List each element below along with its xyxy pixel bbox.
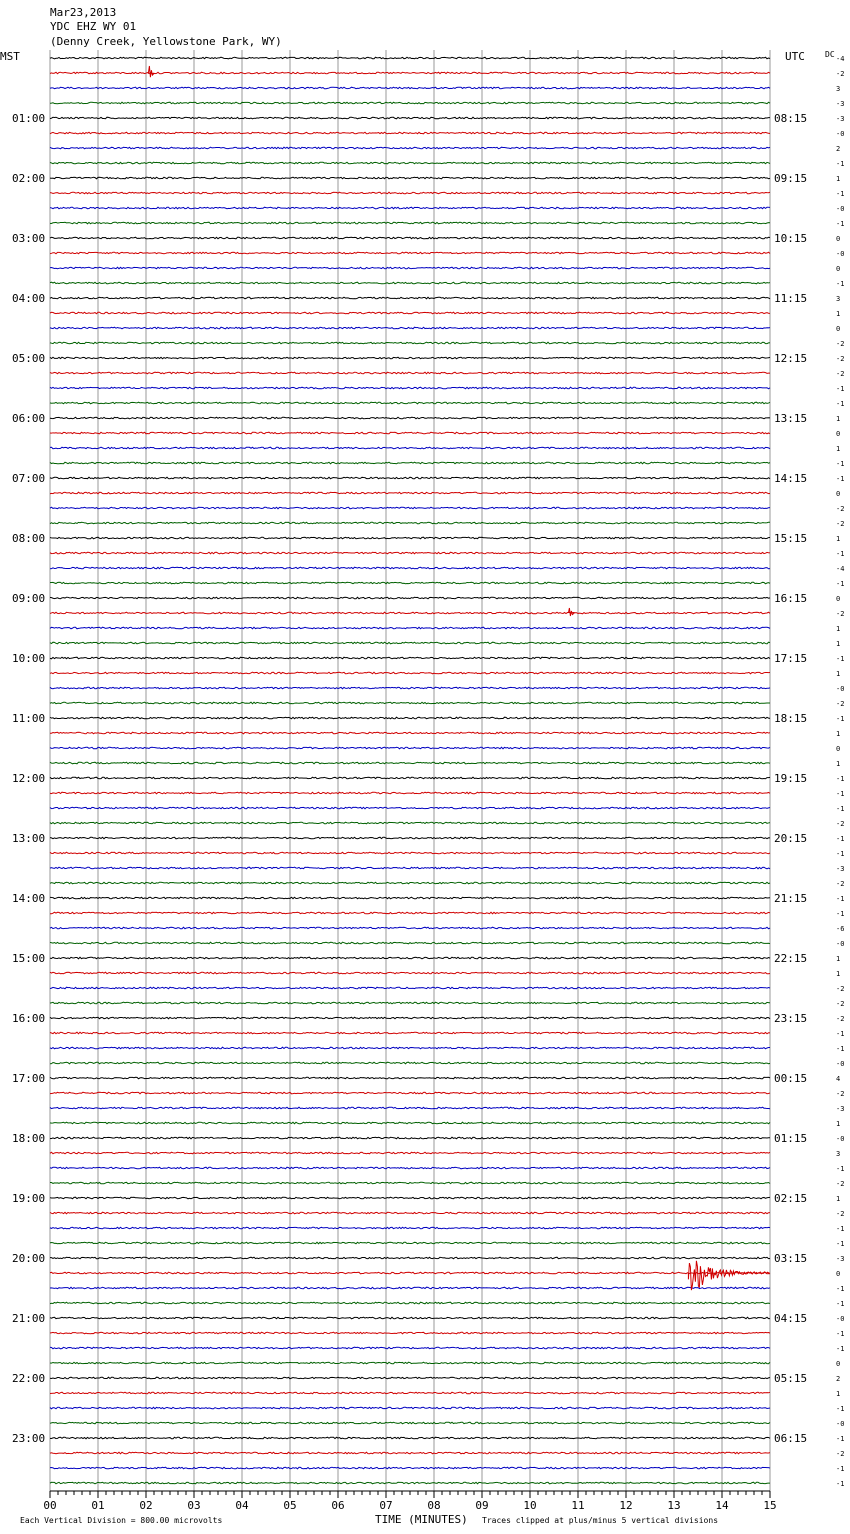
footer-division-note: Each Vertical Division = 800.00 microvolts <box>20 1516 223 1525</box>
trace-row <box>50 672 770 674</box>
dc-offset-label: -1 <box>836 400 845 408</box>
right-time-label: 14:15 <box>774 472 808 485</box>
trace-row <box>50 252 770 254</box>
right-time-label: 01:15 <box>774 1132 808 1145</box>
x-tick-label: 11 <box>571 1499 585 1512</box>
dc-offset-label: -2 <box>836 1015 845 1023</box>
x-tick-label: 14 <box>715 1499 729 1512</box>
dc-offset-label: -1 <box>836 160 845 168</box>
dc-offset-label: -1 <box>836 1345 845 1353</box>
trace-row <box>50 342 770 344</box>
left-time-label: 17:00 <box>12 1072 46 1085</box>
dc-offset-label: -0 <box>836 250 845 258</box>
trace-row <box>50 312 770 314</box>
x-tick-label: 03 <box>187 1499 201 1512</box>
trace-row <box>50 237 770 239</box>
dc-offset-label: 2 <box>836 145 841 153</box>
trace-row <box>50 87 770 89</box>
dc-offset-label: -3 <box>836 1255 845 1263</box>
dc-offset-label: 1 <box>836 1390 841 1398</box>
trace-row <box>50 387 770 389</box>
dc-offset-label: 1 <box>836 415 841 423</box>
dc-label: DC <box>825 50 835 59</box>
dc-offset-label: -1 <box>836 220 845 228</box>
dc-offset-label: -1 <box>836 1285 845 1293</box>
trace-row <box>50 492 770 494</box>
trace-row <box>50 1077 770 1079</box>
left-time-label: 01:00 <box>12 112 46 125</box>
right-time-label: 04:15 <box>774 1312 808 1325</box>
dc-offset-label: -1 <box>836 190 845 198</box>
trace-row <box>50 597 770 599</box>
header-station: YDC EHZ WY 01 <box>50 20 137 33</box>
trace-row <box>50 102 770 104</box>
trace-row <box>50 117 770 119</box>
right-time-label: 08:15 <box>774 112 808 125</box>
trace-row <box>50 267 770 269</box>
left-time-label: 21:00 <box>12 1312 46 1325</box>
dc-offset-label: 1 <box>836 670 841 678</box>
right-time-label: 13:15 <box>774 412 808 425</box>
trace-row <box>50 957 770 959</box>
trace-row <box>50 837 770 839</box>
dc-offset-label: -1 <box>836 850 845 858</box>
dc-offset-label: -2 <box>836 505 845 513</box>
dc-offset-label: 1 <box>836 970 841 978</box>
trace-row <box>50 717 770 719</box>
dc-offset-label: -0 <box>836 685 845 693</box>
dc-offset-label: 1 <box>836 1120 841 1128</box>
x-tick-label: 13 <box>667 1499 681 1512</box>
right-time-label: 19:15 <box>774 772 808 785</box>
left-time-label: 06:00 <box>12 412 46 425</box>
grid-lines <box>50 50 770 1491</box>
dc-offset-label: 1 <box>836 445 841 453</box>
trace-row <box>50 582 770 584</box>
trace-row <box>50 912 770 914</box>
trace-row <box>50 882 770 884</box>
x-tick-label: 01 <box>91 1499 105 1512</box>
trace-row <box>50 147 770 149</box>
trace-row <box>50 1257 770 1259</box>
trace-row <box>50 537 770 539</box>
right-time-label: 09:15 <box>774 172 808 185</box>
dc-offset-label: -2 <box>836 985 845 993</box>
trace-row <box>50 1017 770 1019</box>
dc-offset-label: -2 <box>836 700 845 708</box>
dc-offset-label: 1 <box>836 760 841 768</box>
dc-offset-label: 0 <box>836 235 841 243</box>
left-time-label: 18:00 <box>12 1132 46 1145</box>
dc-offset-label: -2 <box>836 1210 845 1218</box>
trace-row <box>50 1062 770 1064</box>
dc-offset-label: -0 <box>836 205 845 213</box>
trace-row <box>50 1467 770 1469</box>
left-time-label: 09:00 <box>12 592 46 605</box>
dc-offset-label: -1 <box>836 835 845 843</box>
dc-offset-label: -1 <box>836 895 845 903</box>
dc-offset-label: 1 <box>836 535 841 543</box>
dc-offset-label: -2 <box>836 880 845 888</box>
dc-offset-label: -2 <box>836 610 845 618</box>
trace-row <box>50 1002 770 1004</box>
dc-offset-label: -2 <box>836 820 845 828</box>
trace-row <box>50 357 770 359</box>
dc-offset-label: -1 <box>836 1435 845 1443</box>
right-time-label: 00:15 <box>774 1072 808 1085</box>
trace-row <box>50 432 770 434</box>
dc-offset-label: -3 <box>836 865 845 873</box>
dc-offset-label: 0 <box>836 745 841 753</box>
left-time-label: 19:00 <box>12 1192 46 1205</box>
trace-row <box>50 297 770 299</box>
left-time-label: 08:00 <box>12 532 46 545</box>
left-time-label: 23:00 <box>12 1432 46 1445</box>
left-time-label: 02:00 <box>12 172 46 185</box>
left-time-label: 07:00 <box>12 472 46 485</box>
trace-row <box>50 612 770 614</box>
trace-row <box>50 1287 770 1289</box>
dc-offset-label: 0 <box>836 1360 841 1368</box>
dc-offset-label: -1 <box>836 1480 845 1488</box>
trace-row <box>50 552 770 554</box>
footer-clip-note: Traces clipped at plus/minus 5 vertical divisions <box>482 1516 719 1525</box>
trace-row <box>50 1302 770 1304</box>
trace-row <box>50 627 770 629</box>
dc-offset-labels <box>836 55 844 1488</box>
trace-row <box>50 462 770 464</box>
trace-row <box>50 807 770 809</box>
dc-offset-label: -1 <box>836 580 845 588</box>
dc-offset-label: -2 <box>836 1450 845 1458</box>
trace-row <box>50 162 770 164</box>
dc-offset-label: -0 <box>836 1060 845 1068</box>
dc-offset-label: 3 <box>836 85 841 93</box>
dc-offset-label: -1 <box>836 1465 845 1473</box>
right-time-label: 03:15 <box>774 1252 808 1265</box>
trace-row <box>50 1317 770 1319</box>
left-time-label: 15:00 <box>12 952 46 965</box>
dc-offset-label: 1 <box>836 310 841 318</box>
right-axis-label: UTC <box>785 50 805 63</box>
dc-offset-label: 3 <box>836 295 841 303</box>
trace-row <box>50 732 770 734</box>
trace-row <box>50 702 770 704</box>
trace-row <box>50 1047 770 1049</box>
trace-row <box>50 987 770 989</box>
right-time-label: 02:15 <box>774 1192 808 1205</box>
dc-offset-label: -2 <box>836 520 845 528</box>
trace-row <box>50 942 770 944</box>
x-tick-label: 04 <box>235 1499 249 1512</box>
right-time-label: 20:15 <box>774 832 808 845</box>
dc-offset-label: 1 <box>836 1195 841 1203</box>
trace-row <box>50 1272 770 1274</box>
x-axis-title: TIME (MINUTES) <box>375 1513 468 1526</box>
trace-row <box>50 477 770 479</box>
left-time-label: 12:00 <box>12 772 46 785</box>
dc-offset-label: -2 <box>836 340 845 348</box>
trace-row <box>50 1407 770 1409</box>
trace-row <box>50 1242 770 1244</box>
dc-offset-label: 0 <box>836 325 841 333</box>
trace-row <box>50 507 770 509</box>
dc-offset-label: -2 <box>836 1090 845 1098</box>
dc-offset-label: -2 <box>836 370 845 378</box>
right-time-label: 22:15 <box>774 952 808 965</box>
dc-offset-label: -0 <box>836 130 845 138</box>
dc-offset-label: 1 <box>836 640 841 648</box>
trace-row <box>50 1422 770 1424</box>
dc-offset-label: -0 <box>836 1135 845 1143</box>
trace-row <box>50 522 770 524</box>
dc-offset-label: 0 <box>836 1270 841 1278</box>
dc-offset-label: 0 <box>836 490 841 498</box>
trace-row <box>50 777 770 779</box>
dc-offset-label: -0 <box>836 940 845 948</box>
right-time-label: 18:15 <box>774 712 808 725</box>
trace-row <box>50 1452 770 1454</box>
x-tick-label: 06 <box>331 1499 345 1512</box>
dc-offset-label: 0 <box>836 595 841 603</box>
dc-offset-label: -1 <box>836 280 845 288</box>
dc-offset-label: 3 <box>836 1150 841 1158</box>
left-time-label: 13:00 <box>12 832 46 845</box>
x-tick-label: 02 <box>139 1499 153 1512</box>
trace-row <box>50 1437 770 1439</box>
dc-offset-label: -1 <box>836 775 845 783</box>
trace-row <box>50 1227 770 1229</box>
trace-row <box>50 132 770 134</box>
x-tick-label: 10 <box>523 1499 537 1512</box>
dc-offset-label: -4 <box>836 565 845 573</box>
trace-row <box>50 927 770 929</box>
trace-row <box>50 1167 770 1169</box>
dc-offset-label: 0 <box>836 430 841 438</box>
trace-row <box>50 1137 770 1139</box>
header-date: Mar23,2013 <box>50 6 117 19</box>
dc-offset-label: -1 <box>836 805 845 813</box>
dc-offset-label: -2 <box>836 355 845 363</box>
trace-row <box>50 792 770 794</box>
trace-row <box>50 762 770 764</box>
dc-offset-label: -2 <box>836 1180 845 1188</box>
left-time-label: 04:00 <box>12 292 46 305</box>
dc-offset-label: -1 <box>836 1240 845 1248</box>
right-time-labels <box>774 112 807 1445</box>
x-tick-label: 05 <box>283 1499 297 1512</box>
dc-offset-label: -0 <box>836 1420 845 1428</box>
trace-row <box>50 1182 770 1184</box>
event-signal <box>148 66 154 77</box>
left-time-label: 05:00 <box>12 352 46 365</box>
left-time-label: 10:00 <box>12 652 46 665</box>
dc-offset-label: -1 <box>836 1225 845 1233</box>
left-time-label: 11:00 <box>12 712 46 725</box>
trace-row <box>50 897 770 899</box>
left-time-label: 22:00 <box>12 1372 46 1385</box>
trace-row <box>50 1362 770 1364</box>
dc-offset-label: -1 <box>836 1330 845 1338</box>
dc-offset-label: -1 <box>836 910 845 918</box>
trace-row <box>50 1347 770 1349</box>
trace-row <box>50 972 770 974</box>
x-tick-label: 00 <box>43 1499 57 1512</box>
right-time-label: 06:15 <box>774 1432 808 1445</box>
right-time-label: 21:15 <box>774 892 808 905</box>
trace-row <box>50 867 770 869</box>
dc-offset-label: -1 <box>836 715 845 723</box>
right-time-label: 15:15 <box>774 532 808 545</box>
trace-row <box>50 1482 770 1484</box>
trace-row <box>50 1212 770 1214</box>
dc-offset-label: 1 <box>836 955 841 963</box>
right-time-label: 17:15 <box>774 652 808 665</box>
dc-offset-label: 0 <box>836 265 841 273</box>
trace-row <box>50 1032 770 1034</box>
trace-row <box>50 642 770 644</box>
trace-row <box>50 567 770 569</box>
trace-lines <box>50 57 770 1484</box>
trace-row <box>50 657 770 659</box>
header-location: (Denny Creek, Yellowstone Park, WY) <box>50 35 282 48</box>
x-tick-label: 08 <box>427 1499 441 1512</box>
x-tick-label: 07 <box>379 1499 393 1512</box>
trace-row <box>50 1377 770 1379</box>
trace-row <box>50 1152 770 1154</box>
trace-row <box>50 1332 770 1334</box>
trace-row <box>50 207 770 209</box>
x-tick-label: 15 <box>763 1499 777 1512</box>
trace-row <box>50 1107 770 1109</box>
dc-offset-label: -1 <box>836 655 845 663</box>
dc-offset-label: -2 <box>836 1000 845 1008</box>
right-time-label: 16:15 <box>774 592 808 605</box>
trace-row <box>50 417 770 419</box>
dc-offset-label: 1 <box>836 175 841 183</box>
left-axis-label: MST <box>0 50 20 63</box>
trace-row <box>50 177 770 179</box>
x-axis <box>43 1491 776 1512</box>
dc-offset-label: -1 <box>836 550 845 558</box>
dc-offset-label: -3 <box>836 100 845 108</box>
x-tick-label: 12 <box>619 1499 633 1512</box>
trace-row <box>50 372 770 374</box>
left-time-label: 14:00 <box>12 892 46 905</box>
left-time-label: 03:00 <box>12 232 46 245</box>
trace-row <box>50 1197 770 1199</box>
dc-offset-label: 1 <box>836 730 841 738</box>
trace-row <box>50 1122 770 1124</box>
right-time-label: 10:15 <box>774 232 808 245</box>
trace-row <box>50 852 770 854</box>
trace-row <box>50 402 770 404</box>
dc-offset-label: -3 <box>836 1105 845 1113</box>
dc-offset-label: -1 <box>836 1030 845 1038</box>
dc-offset-label: -1 <box>836 1300 845 1308</box>
dc-offset-label: 2 <box>836 1375 841 1383</box>
dc-offset-label: -1 <box>836 1405 845 1413</box>
dc-offset-label: -1 <box>836 475 845 483</box>
trace-row <box>50 57 770 59</box>
trace-row <box>50 747 770 749</box>
trace-row <box>50 822 770 824</box>
trace-row <box>50 327 770 329</box>
dc-offset-label: -1 <box>836 1045 845 1053</box>
right-time-label: 05:15 <box>774 1372 808 1385</box>
trace-row <box>50 282 770 284</box>
dc-offset-label: -1 <box>836 460 845 468</box>
trace-row <box>50 687 770 689</box>
dc-offset-label: -3 <box>836 115 845 123</box>
left-time-label: 16:00 <box>12 1012 46 1025</box>
dc-offset-label: -6 <box>836 925 845 933</box>
dc-offset-label: -1 <box>836 1165 845 1173</box>
trace-row <box>50 447 770 449</box>
dc-offset-label: 1 <box>836 625 841 633</box>
right-time-label: 11:15 <box>774 292 808 305</box>
trace-row <box>50 192 770 194</box>
dc-offset-label: -4 <box>836 55 845 63</box>
trace-row <box>50 222 770 224</box>
dc-offset-label: -0 <box>836 1315 845 1323</box>
trace-row <box>50 72 770 74</box>
trace-row <box>50 1092 770 1094</box>
right-time-label: 12:15 <box>774 352 808 365</box>
dc-offset-label: -1 <box>836 790 845 798</box>
dc-offset-label: 4 <box>836 1075 841 1083</box>
left-time-label: 20:00 <box>12 1252 46 1265</box>
event-signal <box>688 1261 769 1290</box>
dc-offset-label: -1 <box>836 385 845 393</box>
right-time-label: 23:15 <box>774 1012 808 1025</box>
left-time-labels <box>12 112 45 1445</box>
dc-offset-label: -2 <box>836 70 845 78</box>
x-tick-label: 09 <box>475 1499 489 1512</box>
trace-row <box>50 1392 770 1394</box>
